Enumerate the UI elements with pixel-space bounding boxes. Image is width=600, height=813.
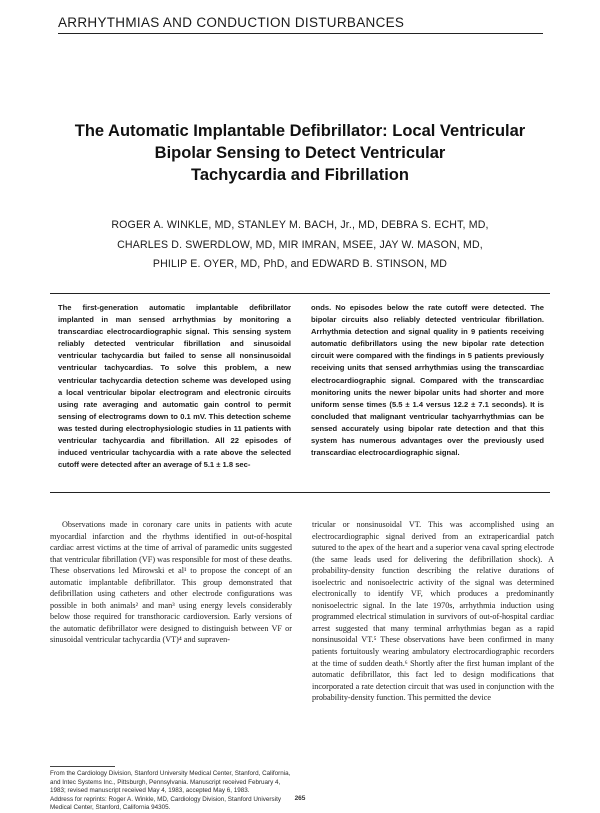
title-line: Bipolar Sensing to Detect Ventricular: [154, 144, 446, 162]
footnote: [50, 770, 292, 813]
title-line: The Automatic Implantable Defibrillator: Local Ventricular: [74, 122, 526, 140]
abstract-right-column: onds. No episodes below the rate cutoff were detected. The bipolar circuits also reliably detected ventricular fibrillation. Arrhythmia detection and signal quality in 9 patients receiving automatic defibrillators using the new bipolar rate detection circuit were compared with the findings in 5 patients previously receiving units that sensed arrhythmias using the transcardiac electrocardiographic signal. Compared with the transcardiac monitoring units the newer bipolar units had shorter and more uniform sense times (5.5 ± 1.4 versus 12.2 ± 7.1 seconds). It is concluded that malignant ventricular tachyarrhythmias can be sensed accurately using bipolar rate detection and that this system has numerous advantages over the previously used transcardiac electrocardiographic signal.: [311, 303, 544, 458]
title-line: Tachycardia and Fibrillation: [191, 166, 409, 184]
footnote-divider: [50, 766, 115, 767]
footnote-reprints: Address for reprints: Roger A. Winkle, MD, Cardiology Division, Stanford University Medical Center, Stanford, California 94305.: [50, 795, 281, 812]
body-right-column: [312, 519, 554, 704]
author-list: [50, 216, 550, 275]
footnote-affiliation: From the Cardiology Division, Stanford University Medical Center, Stanford, California, and Intec Systems Inc., Pittsburgh, Pennsylvania. Manuscript received February 4, 1983; revised manuscript received May 4, 1983, accepted May 6, 1983.: [50, 770, 291, 795]
abstract-left-column: The first-generation automatic implantable defibrillator implanted in man sensed arrhythmias by monitoring a transcardiac electrocardiographic signal. This sensing system reliably detected ventricular fibrillation and sinusoidal ventricular tachycardia but failed to sense all nonsinusoidal ventricular tachycardias. To solve this problem, a new ventricular tachycardia detection scheme was developed using a local ventricular bipolar electrogram and electronic circuits using rate averaging and automatic gain control to permit sensing of electrograms down to 0.1 mV. This detection scheme was tested during electrophysiologic studies in 11 patients with ventricular tachycardia and fibrillation. All 22 episodes of induced ventricular tachycardia with a rate above the selected cutoff were detected after an average of 5.1 ± 1.8 sec-: [58, 303, 291, 470]
body-paragraph: Observations made in coronary care units in patients with acute myocardial infarction and the rhythms identified in out-of-hospital cardiac arrest victims at the time of arrival of paramedic units suggested that ventricular fibrillation (VF) was responsible for most of these deaths. These observations led Mirowski et al¹ to propose the concept of an automatic implantable defibrillator. This group demonstrated that defibrillation using catheters and other electrode configurations was possible in both animals² and man³ using energy levels considerably below those required for transthoracic cardioversion. Early versions of the automatic defibrillator were designed to distinguish between VF or sinusoidal ventricular tachycardia (VT)⁴ and supraven-: [50, 520, 292, 645]
article-title: [50, 120, 550, 186]
author-line: ROGER A. WINKLE, MD, STANLEY M. BACH, Jr., MD, DEBRA S. ECHT, MD,: [111, 219, 489, 231]
body-paragraph: tricular or nonsinusoidal VT. This was accomplished using an electrocardiographic signal derived from an extrapericardial patch sutured to the apex of the heart and a superior vena caval spring electrode (the same leads used for delivering the defibrillation shock). A probability-density function describing the relative durations of isoelectric and nonisoelectric activity of the signal was determined electronically to identify VF, which produces a predominantly nonisoelectric signal. In the late 1970s, arrhythmia induction using programmed electrical stimulation in survivors of out-of-hospital cardiac arrest suggested that many terminal arrhythmias began as a rapid nonsinusoidal VT.⁵ These observations have been confirmed in many patients fortuitously wearing ambulatory electrocardiographic recorders at the time of sudden death.⁶ Shortly after the first human implant of the automatic defibrillator, this fact led to design modifications that incorporated a rate detection circuit that was used in conjunction with the probability-density function. This permitted the device: [312, 520, 554, 703]
body-left-column: [50, 519, 292, 763]
page-number: 265: [294, 795, 306, 802]
author-line: PHILIP E. OYER, MD, PhD, and EDWARD B. STINSON, MD: [152, 258, 448, 270]
author-line: CHARLES D. SWERDLOW, MD, MIR IMRAN, MSEE, JAY W. MASON, MD,: [117, 238, 483, 251]
section-header: ARRHYTHMIAS AND CONDUCTION DISTURBANCES: [58, 15, 543, 34]
